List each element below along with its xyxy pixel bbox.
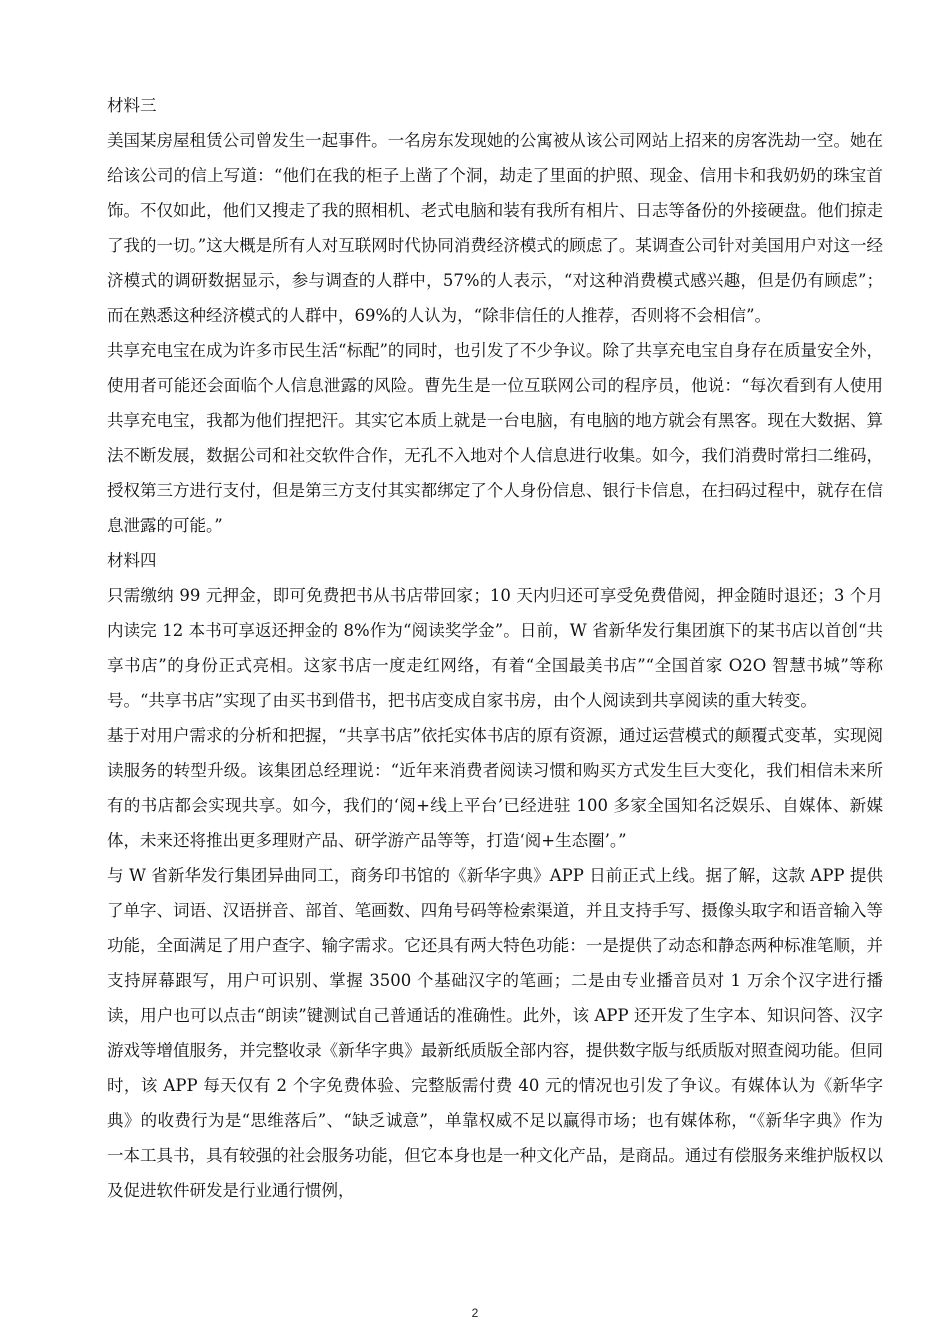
paragraph-material-4-2: 基于对用户需求的分析和把握，“共享书店”依托实体书店的原有资源，通过运营模式的颠覆式变革，实现阅读服务的转型升级。该集团总经理说：“近年来消费者阅读习惯和购买方式发生巨大变化，我们相信未来所有的书店都会实现共享。如今，我们的‘阅+线上平台’已经进驻 100 多家全国知名泛娱乐、自媒体、新媒体，未来还将推出更多理财产品、研学游产品等等，打造‘阅+生态圈’。” [107, 726, 883, 850]
section-heading-material-3: 材料三 [107, 96, 157, 115]
paragraph-material-4-1: 只需缴纳 99 元押金，即可免费把书从书店带回家；10 天内归还可享受免费借阅，押金随时退还；3 个月内读完 12 本书可享返还押金的 8%作为“阅读奖学金”。日前，W 省新华发行集团旗下的某书店以首创“共享书店”的身份正式亮相。这家书店一度走红网络，有着“全国最美书店”“全国首家 O2O 智慧书城”等称号。“共享书店”实现了由买书到借书，把书店变成自家书房，由个人阅读到共享阅读的重大转变。 [107, 586, 883, 710]
paragraph-material-3-2: 共享充电宝在成为许多市民生活“标配”的同时，也引发了不少争议。除了共享充电宝自身存在质量安全外，使用者可能还会面临个人信息泄露的风险。曹先生是一位互联网公司的程序员，他说：“每次看到有人使用共享充电宝，我都为他们捏把汗。其实它本质上就是一台电脑，有电脑的地方就会有黑客。现在大数据、算法不断发展，数据公司和社交软件合作，无孔不入地对个人信息进行收集。如今，我们消费时常扫二维码，授权第三方进行支付，但是第三方支付其实都绑定了个人身份信息、银行卡信息，在扫码过程中，就存在信息泄露的可能。” [107, 341, 883, 535]
paragraph-material-4-3: 与 W 省新华发行集团异曲同工，商务印书馆的《新华字典》APP 日前正式上线。据了解，这款 APP 提供了单字、词语、汉语拼音、部首、笔画数、四角号码等检索渠道，并且支持手写、摄像头取字和语音输入等功能，全面满足了用户查字、输字需求。它还具有两大特色功能：一是提供了动态和静态两种标准笔顺，并支持屏幕跟写，用户可识别、掌握 3500 个基础汉字的笔画；二是由专业播音员对 1 万余个汉字进行播读，用户也可以点击“朗读”键测试自己普通话的准确性。此外，该 APP 还开发了生字本、知识问答、汉字游戏等增值服务，并完整收录《新华字典》最新纸质版全部内容，提供数字版与纸质版对照查阅功能。但同时，该 APP 每天仅有 2 个字免费体验、完整版需付费 40 元的情况也引发了争议。有媒体认为《新华字典》的收费行为是“思维落后”、“缺乏诚意”，单靠权威不足以赢得市场；也有媒体称，“《新华字典》作为一本工具书，具有较强的社会服务功能，但它本身也是一种文化产品，是商品。通过有偿服务来维护版权以及促进软件研发是行业通行惯例， [107, 866, 883, 1200]
paragraph-material-3-1: 美国某房屋租赁公司曾发生一起事件。一名房东发现她的公寓被从该公司网站上招来的房客洗劫一空。她在给该公司的信上写道：“他们在我的柜子上凿了个洞，劫走了里面的护照、现金、信用卡和我奶奶的珠宝首饰。不仅如此，他们又搜走了我的照相机、老式电脑和装有我所有相片、日志等备份的外接硬盘。他们掠走了我的一切。”这大概是所有人对互联网时代协同消费经济模式的顾虑了。某调查公司针对美国用户对这一经济模式的调研数据显示，参与调查的人群中，57%的人表示，“对这种消费模式感兴趣，但是仍有顾虑”；而在熟悉这种经济模式的人群中，69%的人认为，“除非信任的人推荐，否则将不会相信”。 [107, 131, 883, 325]
section-heading-material-4: 材料四 [107, 551, 157, 570]
document-body [107, 88, 883, 1208]
page-number: 2 [471, 1306, 479, 1320]
